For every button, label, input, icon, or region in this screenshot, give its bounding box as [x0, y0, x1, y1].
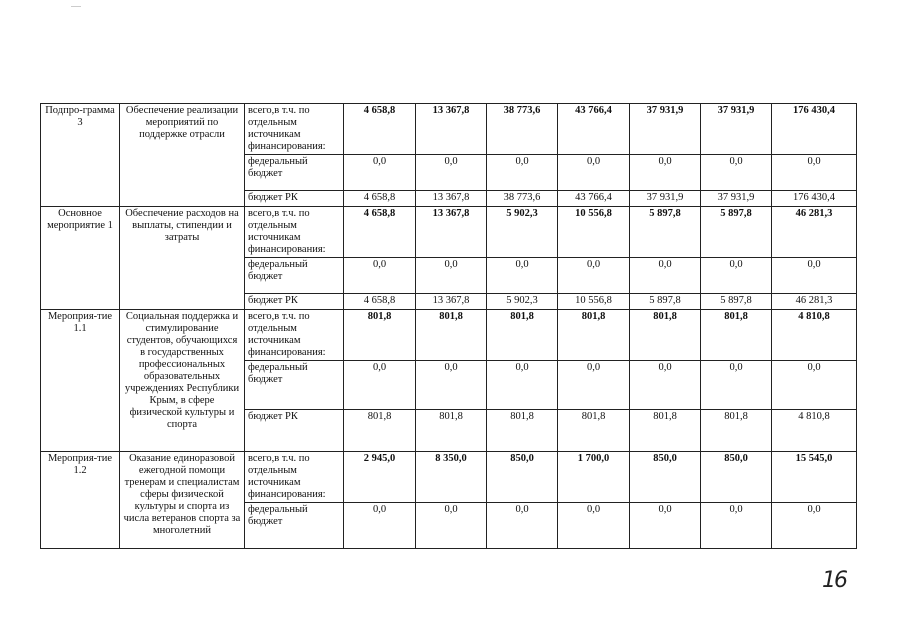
table-row — [41, 207, 857, 258]
budget-table-body — [41, 104, 857, 549]
program-code: Подпро-грамма 3 — [41, 104, 120, 207]
amount-cell: 0,0 — [772, 361, 857, 410]
amount-cell: 10 556,8 — [558, 207, 630, 258]
amount-cell: 176 430,4 — [772, 191, 857, 207]
amount-cell: 0,0 — [416, 155, 487, 191]
amount-cell: 0,0 — [772, 258, 857, 294]
amount-cell: 801,8 — [344, 410, 416, 452]
amount-cell: 0,0 — [344, 361, 416, 410]
amount-cell: 801,8 — [416, 310, 487, 361]
program-code: Мероприя-тие 1.1 — [41, 310, 120, 452]
amount-cell: 5 902,3 — [487, 294, 558, 310]
amount-cell: 0,0 — [487, 361, 558, 410]
amount-cell: 46 281,3 — [772, 294, 857, 310]
amount-cell: 0,0 — [416, 503, 487, 549]
program-name: Обеспечение расходов на выплаты, стипендии и затраты — [120, 207, 245, 310]
amount-cell: 850,0 — [701, 452, 772, 503]
amount-cell: 38 773,6 — [487, 191, 558, 207]
amount-cell: 13 367,8 — [416, 207, 487, 258]
funding-source: федеральный бюджет — [245, 155, 344, 191]
amount-cell: 2 945,0 — [344, 452, 416, 503]
funding-source: всего,в т.ч. по отдельным источникам финансирования: — [245, 452, 344, 503]
amount-cell: 801,8 — [344, 310, 416, 361]
amount-cell: 5 897,8 — [701, 294, 772, 310]
amount-cell: 0,0 — [772, 503, 857, 549]
amount-cell: 0,0 — [701, 258, 772, 294]
funding-source: бюджет РК — [245, 294, 344, 310]
amount-cell: 8 350,0 — [416, 452, 487, 503]
amount-cell: 0,0 — [558, 155, 630, 191]
program-name: Социальная поддержка и стимулирование студентов, обучающихся в государственных профессиональных образовательных учреждениях Республики Крым, в сфере физической культуры и спорта — [120, 310, 245, 452]
amount-cell: 13 367,8 — [416, 104, 487, 155]
amount-cell: 0,0 — [344, 503, 416, 549]
amount-cell: 850,0 — [487, 452, 558, 503]
amount-cell: 46 281,3 — [772, 207, 857, 258]
amount-cell: 43 766,4 — [558, 104, 630, 155]
program-code: Мероприя-тие 1.2 — [41, 452, 120, 549]
amount-cell: 0,0 — [630, 503, 701, 549]
amount-cell: 0,0 — [487, 258, 558, 294]
table-row — [41, 310, 857, 361]
budget-table — [40, 103, 857, 549]
amount-cell: 10 556,8 — [558, 294, 630, 310]
amount-cell: 0,0 — [344, 155, 416, 191]
program-name: Обеспечение реализации мероприятий по поддержке отрасли — [120, 104, 245, 207]
amount-cell: 4 810,8 — [772, 410, 857, 452]
amount-cell: 176 430,4 — [772, 104, 857, 155]
amount-cell: 801,8 — [416, 410, 487, 452]
amount-cell: 801,8 — [701, 310, 772, 361]
amount-cell: 5 897,8 — [630, 294, 701, 310]
amount-cell: 37 931,9 — [630, 191, 701, 207]
amount-cell: 0,0 — [630, 155, 701, 191]
amount-cell: 0,0 — [701, 361, 772, 410]
amount-cell: 801,8 — [630, 310, 701, 361]
funding-source: федеральный бюджет — [245, 258, 344, 294]
amount-cell: 0,0 — [487, 155, 558, 191]
program-name: Оказание единоразовой ежегодной помощи тренерам и специалистам сферы физической культуры и спорта из числа ветеранов спорта за многолетний — [120, 452, 245, 549]
amount-cell: 1 700,0 — [558, 452, 630, 503]
amount-cell: 801,8 — [558, 410, 630, 452]
amount-cell: 5 897,8 — [701, 207, 772, 258]
page-number: 16 — [822, 568, 846, 593]
amount-cell: 38 773,6 — [487, 104, 558, 155]
amount-cell: 801,8 — [558, 310, 630, 361]
funding-source: бюджет РК — [245, 191, 344, 207]
funding-source: федеральный бюджет — [245, 503, 344, 549]
amount-cell: 4 658,8 — [344, 104, 416, 155]
amount-cell: 801,8 — [701, 410, 772, 452]
amount-cell: 0,0 — [416, 258, 487, 294]
amount-cell: 37 931,9 — [701, 191, 772, 207]
program-code: Основное мероприятие 1 — [41, 207, 120, 310]
amount-cell: 4 658,8 — [344, 191, 416, 207]
amount-cell: 0,0 — [344, 258, 416, 294]
funding-source: всего,в т.ч. по отдельным источникам финансирования: — [245, 207, 344, 258]
amount-cell: 4 658,8 — [344, 207, 416, 258]
amount-cell: 37 931,9 — [630, 104, 701, 155]
funding-source: бюджет РК — [245, 410, 344, 452]
amount-cell: 0,0 — [487, 503, 558, 549]
amount-cell: 0,0 — [416, 361, 487, 410]
amount-cell: 0,0 — [630, 258, 701, 294]
amount-cell: 0,0 — [630, 361, 701, 410]
scan-mark — [71, 6, 81, 7]
amount-cell: 13 367,8 — [416, 294, 487, 310]
amount-cell: 37 931,9 — [701, 104, 772, 155]
amount-cell: 850,0 — [630, 452, 701, 503]
amount-cell: 801,8 — [487, 410, 558, 452]
amount-cell: 801,8 — [630, 410, 701, 452]
amount-cell: 15 545,0 — [772, 452, 857, 503]
amount-cell: 0,0 — [558, 258, 630, 294]
amount-cell: 4 658,8 — [344, 294, 416, 310]
amount-cell: 0,0 — [701, 503, 772, 549]
amount-cell: 5 902,3 — [487, 207, 558, 258]
funding-source: всего,в т.ч. по отдельным источникам финансирования: — [245, 310, 344, 361]
funding-source: всего,в т.ч. по отдельным источникам финансирования: — [245, 104, 344, 155]
table-row — [41, 104, 857, 155]
amount-cell: 4 810,8 — [772, 310, 857, 361]
amount-cell: 13 367,8 — [416, 191, 487, 207]
table-row — [41, 452, 857, 503]
amount-cell: 43 766,4 — [558, 191, 630, 207]
amount-cell: 5 897,8 — [630, 207, 701, 258]
amount-cell: 0,0 — [558, 503, 630, 549]
funding-source: федеральный бюджет — [245, 361, 344, 410]
amount-cell: 0,0 — [701, 155, 772, 191]
amount-cell: 0,0 — [558, 361, 630, 410]
amount-cell: 801,8 — [487, 310, 558, 361]
amount-cell: 0,0 — [772, 155, 857, 191]
